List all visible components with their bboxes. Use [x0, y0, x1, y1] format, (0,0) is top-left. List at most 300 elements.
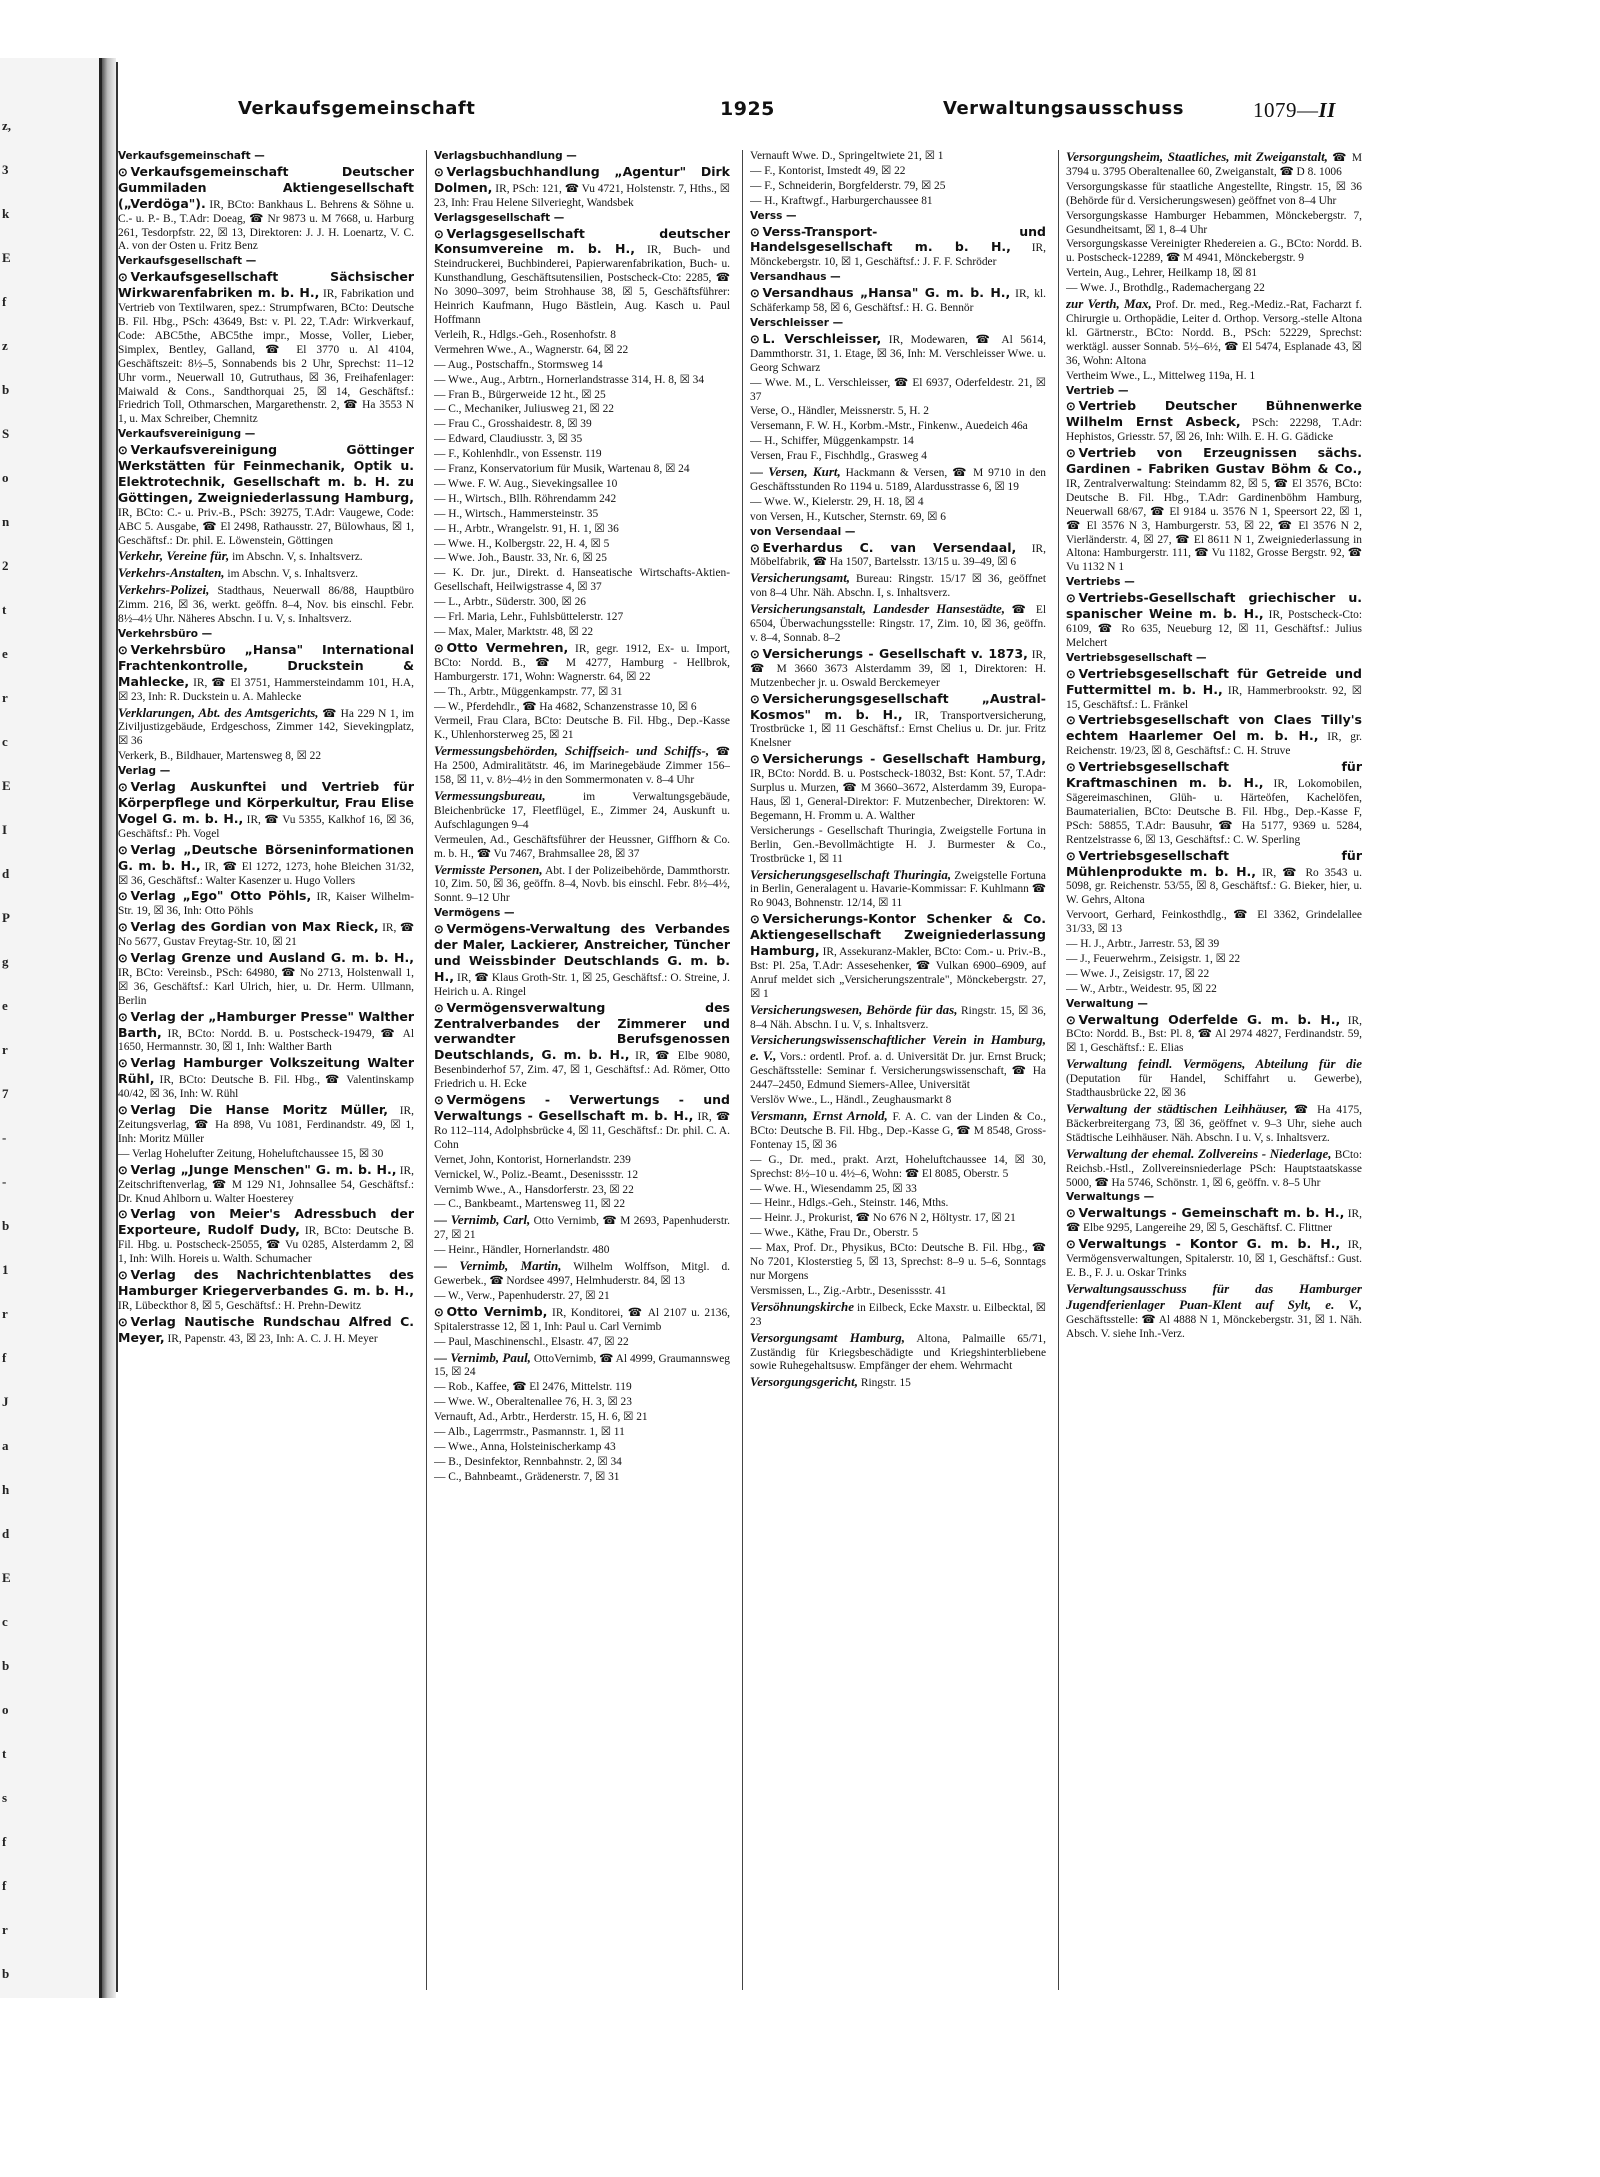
entry-details: — H., Schiffer, Müggenkampstr. 14 — [750, 435, 914, 448]
directory-entry — [750, 1183, 1046, 1197]
facing-page-edge-char: b — [2, 382, 10, 397]
entry-details: Stadthaus, Neuerwall 86/88, Hauptbüro Zimm. 216, ☒ 36, werkt. geöffn. 8–4, Nov. bis einschl. Febr. 8½–4½ Uhr. Näheres Abschn. I u. V, s. Inhaltsverz. — [118, 585, 414, 626]
facing-page-edge-char: E — [2, 1570, 11, 1585]
directory-entry — [750, 692, 1046, 752]
page-number — [1253, 98, 1336, 123]
directory-entry — [1066, 210, 1362, 238]
entry-name: Vertriebsgesellschaft für Mühlenprodukte m. b. H., — [1066, 847, 1362, 879]
entry-details: Vertein, Aug., Lehrer, Heilkamp 18, ☒ 81 — [1066, 267, 1258, 280]
entry-details: Vors.: ordentl. Prof. a. d. Universität Dr. jur. Ernst Bruck; Geschäftsstelle: Seminar f. Versicherungswissenschaft, ☎ Ha 2447–2450, Edmund Siemers-Allee, Universität — [750, 1051, 1046, 1092]
directory-entry — [434, 1471, 730, 1485]
entry-name: Versandhaus „Hansa" G. m. b. H., — [762, 285, 1011, 301]
entry-name: Verschleisser — — [750, 316, 844, 329]
directory-entry — [118, 1010, 414, 1056]
directory-entry — [434, 1213, 730, 1243]
directory-entry — [1066, 1237, 1362, 1281]
entry-details: IR, Vermögensverwaltungen, Spitalerstr. 10, ☒ 1, Geschäftsf.: Gust. E. B., F. J. u. Oskar Trinks — [1066, 1239, 1362, 1279]
entry-name: Vermögens — — [434, 907, 515, 920]
directory-entry — [750, 1154, 1046, 1182]
registered-firm-icon: ⊙ — [750, 333, 760, 346]
registered-firm-icon: ⊙ — [1066, 1014, 1076, 1027]
entry-details: IR, gegr. 1912, Ex- u. Import, BCto: Nordd. B., ☎ M 4277, Hamburg - Hellbrok, Hamburgerstr. 171, Wohn: Wagnerstr. 64, ☒ 22 — [434, 642, 730, 683]
registered-firm-icon: ⊙ — [118, 166, 128, 179]
directory-entry — [1066, 1013, 1362, 1057]
entry-name: Otto Vernimb, — [446, 1303, 548, 1319]
entry-name: Vertriebsgesellschaft — — [1066, 651, 1207, 664]
directory-entry — [1066, 713, 1362, 759]
facing-page-edge-char: c — [2, 1614, 8, 1629]
facing-page-edge-char: o — [2, 470, 9, 485]
directory-entry — [1066, 909, 1362, 937]
column-rule — [426, 150, 427, 1990]
directory-entry — [434, 1154, 730, 1168]
facing-page-edge-char: h — [2, 1482, 10, 1497]
directory-entry — [434, 686, 730, 700]
entry-name: — Vernimb, Carl, — [434, 1212, 531, 1228]
directory-entry — [750, 450, 1046, 464]
registered-firm-icon: ⊙ — [118, 1011, 128, 1024]
entry-details: — Max, Prof. Dr., Physikus, BCto: Deutsche B. Fil. Hbg., ☎ No 7201, Klosterstieg 5, ☒ 13, Sprechst: 8–9 u. 5–6, Sonntags nur Morgens — [750, 1242, 1046, 1282]
entry-name: Verlag des Gordian von Max Rieck, — [130, 919, 379, 935]
directory-entry — [118, 951, 414, 1009]
directory-column-2 — [434, 150, 730, 1990]
entry-details: — Max, Maler, Marktstr. 48, ☒ 22 — [434, 626, 594, 638]
facing-page-edge-char: e — [2, 998, 8, 1013]
entry-details: Zweigstelle Fortuna in Berlin, Generalagent u. Havarie-Kommissar: F. Kuhlmann ☎ Ro 9043, Bohnenstr. 12/14, ☒ 11 — [750, 869, 1046, 910]
directory-entry — [750, 1300, 1046, 1330]
entry-details: — Rob., Kaffee, ☎ El 2476, Mittelstr. 119 — [434, 1381, 632, 1394]
registered-firm-icon: ⊙ — [750, 648, 760, 661]
entry-name: Verlag Auskunftei und Vertrieb für Körperpflege und Körperkultur, Frau Elise Vogel G. m. b. H., — [118, 779, 414, 826]
registered-firm-icon: ⊙ — [118, 844, 128, 857]
directory-entry — [118, 443, 414, 548]
entry-details: — Wwe. J., Brothdlg., Rademachergang 22 — [1066, 282, 1265, 295]
entry-details: IR, Buch- und Steindruckerei, Buchbinderei, Papierwarenfabrikation, Buch- u. Kunsthandlung, Geschäftsutensilien, Postscheck-Cto: 2285, ☎ No 3090–3097, beim Strohhause 38, ☒ 5, Geschäftsführer: Heinrich Kaufmann, Hugo Bästlein, Aug. Kasch u. Paul Hoffmann — [434, 244, 730, 326]
directory-entry — [434, 374, 730, 388]
directory-entry — [1066, 1282, 1362, 1342]
entry-name: Vertriebsgesellschaft von Claes Tilly's echtem Haarlemer Oel m. b. H., — [1066, 712, 1362, 744]
entry-name: Everhardus C. van Versendaal, — [762, 539, 1017, 555]
entry-details: — Frl. Maria, Lehr., Fuhlsbüttelerstr. 127 — [434, 611, 624, 624]
entry-name: — Vernimb, Martin, — [434, 1258, 562, 1274]
directory-entry — [1066, 1057, 1362, 1101]
registered-firm-icon: ⊙ — [1066, 715, 1076, 728]
facing-page-edge-char: z — [2, 338, 8, 353]
entry-name: Vermessungsbureau, — [434, 787, 546, 803]
entry-name: Verlag von Meier's Adressbuch der Exporteure, Rudolf Dudy, — [118, 1206, 414, 1238]
entry-details: IR, PSch: 121, ☎ Vu 4721, Holstenstr. 7, Hths., ☒ 23, Inh: Frau Helene Silverieght, Wandsbek — [434, 182, 730, 209]
facing-page-edge-char: z, — [2, 118, 12, 133]
entry-name: Verkaufsgemeinschaft — — [118, 150, 265, 162]
entry-details: Ringstr. 15 — [858, 1377, 911, 1390]
directory-entry — [750, 868, 1046, 912]
entry-name: Versicherungsanstalt, Landesder Hansestädte, — [750, 601, 1006, 617]
entry-name: von Versendaal — — [750, 525, 856, 538]
directory-entry — [434, 1001, 730, 1092]
entry-details: — Verlag Hohelufter Zeitung, Hoheluftchaussee 15, ☒ 30 — [118, 1147, 384, 1160]
running-head — [158, 98, 1428, 138]
running-head-last-entry: Verwaltungsausschuss — [943, 98, 1184, 119]
entry-details: — Wwe. M., L. Verschleisser, ☎ El 6937, Oderfeldestr. 21, ☒ 37 — [750, 376, 1046, 403]
entry-name: Verkaufsgemeinschaft Deutscher Gummiladen Aktiengesellschaft („Verdöga"). — [118, 163, 414, 211]
section-heading — [434, 907, 730, 921]
directory-entry — [118, 643, 414, 705]
entry-name: Verlag Nautische Rundschau Alfred C. Meyer, — [118, 1313, 414, 1345]
registered-firm-icon: ⊙ — [434, 1095, 444, 1108]
directory-column-4 — [1066, 150, 1362, 1990]
entry-name: Vertrieb Deutscher Bühnenwerke Wilhelm Ernst Asbeck, — [1066, 398, 1362, 430]
entry-details: ☎ El 6504, Überwachungsstelle: Ringstr. 17, Zim. 10, ☒ 36, geöffn. v. 8–4, Sonnab. 8–2 — [750, 604, 1046, 644]
entry-name: Versorgungsgericht, — [750, 1374, 858, 1390]
facing-page-edge-char: P — [2, 910, 10, 925]
entry-details: IR, BCto: Nordd. B., Bst: Pl. 8, ☎ Al 2974 4827, Ferdinandstr. 59, ☒ 1, Geschäftsf.: E. Elias — [1066, 1014, 1362, 1055]
directory-entry — [750, 541, 1046, 571]
entry-name: Versicherungs - Gesellschaft v. 1873, — [762, 645, 1028, 661]
directory-entry — [1066, 446, 1362, 575]
directory-entry — [434, 165, 730, 211]
entry-details: — F., Kohlenhdlr., von Essenstr. 119 — [434, 448, 602, 461]
section-heading — [750, 271, 1046, 285]
directory-entry — [118, 889, 414, 919]
entry-details: Abt. I der Polizeibehörde, Dammthorstr. 10, Zim. 50, ☒ 36, geöffn. 8–4, Novb. bis einschl. Febr. 8½–4½, Sonnt. 9–12 Uhr — [434, 864, 730, 905]
directory-entry — [750, 165, 1046, 179]
entry-name: Verkehrs-Polizei, — [118, 582, 210, 598]
registered-firm-icon: ⊙ — [434, 228, 444, 241]
entry-details: IR, ☎ M 3660 3673 Alsterdamm 39, ☒ 1, Direktoren: H. Mutzenbecher jr. u. Oswald Berckemeyer — [750, 648, 1046, 689]
entry-details: — Paul, Maschinenschl., Elsastr. 47, ☒ 22 — [434, 1335, 629, 1348]
entry-name: Verss-Transport- und Handelsgesellschaft m. b. H., — [750, 223, 1046, 255]
facing-page-edge-char: E — [2, 778, 11, 793]
entry-details: Vertheim Wwe., L., Mittelweg 119a, H. 1 — [1066, 369, 1256, 382]
directory-entry — [434, 1381, 730, 1395]
entry-name: Verlag Grenze und Ausland G. m. b. H., — [130, 950, 414, 966]
entry-name: Verlag „Ego" Otto Pöhls, — [130, 888, 312, 904]
registered-firm-icon: ⊙ — [1066, 668, 1076, 681]
facing-page-edge-char: f — [2, 294, 7, 309]
directory-entry — [434, 1351, 730, 1381]
directory-entry — [434, 463, 730, 477]
entry-details: ☎ Ha 2500, Admiralitätstr. 46, im Marinegebäude Zimmer 156–158, ☒ 11, v. 8½–4½ in den Sommermonaten v. 8–4 Uhr — [434, 746, 730, 787]
entry-details: OttoVernimb, ☎ Al 4999, Graumannsweg 15, ☒ 24 — [434, 1352, 730, 1379]
entry-details: — H. J., Arbtr., Jarrestr. 53, ☒ 39 — [1066, 938, 1220, 951]
facing-page-edge-char: c — [2, 734, 8, 749]
entry-details: IR, Assekuranz-Makler, BCto: Com.- u. Priv.-B., Bst: Pl. 25a, T.Adr: Assesehenker, ☎ Vulkan 6900–6909, auf Anruf meldet sich „Versicherungszentrale", Mönckebergstr. 27, ☒ 1 — [750, 946, 1046, 1000]
registered-firm-icon: ⊙ — [434, 924, 444, 937]
registered-firm-icon: ⊙ — [118, 445, 128, 458]
directory-entry — [1066, 591, 1362, 651]
entry-details: IR, ☎ Vu 5355, Kalkhof 16, ☒ 36, Geschäftsf.: Ph. Vogel — [118, 813, 414, 840]
entry-details: IR, ☎ Klaus Groth-Str. 1, ☒ 25, Geschäftsf.: O. Streine, J. Heirich u. A. Ringel — [434, 971, 730, 998]
entry-details: — F., Kontorist, Imstedt 49, ☒ 22 — [750, 164, 906, 177]
directory-entry — [750, 465, 1046, 495]
page-number-suffix: II — [1318, 98, 1336, 122]
entry-details: IR, Transportversicherung, Trostbrücke 1, ☒ 11 Geschäftsf.: Ernst Chelius u. Dr. jur. Fritz Knelsner — [750, 709, 1046, 750]
entry-details: — K. Dr. jur., Direkt. d. Hanseatische Wirtschafts-Aktien-Gesellschaft, Heilwigstrasse 4, ☒ 37 — [434, 567, 730, 594]
entry-details: IR, BCto: Deutsche B. Fil. Hbg. u. Postscheck-25055, ☎ Vu 0285, Alsterdamm 2, ☒ 1, Inh: Wilh. Horeis u. Walth. Schumacher — [118, 1225, 414, 1266]
entry-details: — H., Wirtsch., Bllh. Röhrendamm 242 — [434, 492, 617, 505]
entry-name: Vertrieb — — [1066, 384, 1129, 397]
registered-firm-icon: ⊙ — [118, 644, 128, 657]
registered-firm-icon: ⊙ — [1066, 762, 1076, 775]
entry-details: (Deputation für Handel, Schiffahrt u. Gewerbe), Stadthausbrücke 22, ☒ 36 — [1066, 1073, 1362, 1100]
entry-details: — Edward, Claudiusstr. 3, ☒ 35 — [434, 433, 583, 446]
entry-details: — H., Kraftwgf., Harburgerchaussee 81 — [750, 194, 933, 207]
section-heading — [1066, 652, 1362, 666]
entry-details: im Verwaltungsgebäude, Bleichenbrücke 17, Fleetflügel, E., Zimmer 24, Auskunft u. Aufschlagungen 9–4 — [434, 790, 730, 831]
entry-details: Bureau: Ringstr. 15/17 ☒ 36, geöffnet von 8–4 Uhr. Näh. Abschn. I, s. Inhaltsverz. — [750, 573, 1046, 600]
facing-page-edge-char: t — [2, 602, 7, 617]
facing-page-edge-char: 3 — [2, 162, 9, 177]
directory-entry — [1066, 181, 1362, 209]
entry-details: — Aug., Postschaffn., Stormsweg 14 — [434, 358, 603, 371]
section-heading — [750, 210, 1046, 224]
facing-page-edge-char: g — [2, 954, 9, 969]
directory-entry — [1066, 150, 1362, 180]
entry-details: IR, gr. Reichenstr. 19/23, ☒ 8, Geschäftsf.: C. H. Struve — [1066, 731, 1362, 758]
directory-entry — [750, 1375, 1046, 1391]
directory-entry — [1066, 399, 1362, 445]
entry-name: Verlagsgesellschaft — — [434, 211, 565, 224]
directory-entry — [434, 508, 730, 522]
directory-entry — [1066, 267, 1362, 281]
entry-name: Verkaufsgesellschaft — — [118, 255, 257, 268]
entry-details: IR, ☎ No 5677, Gustav Freytag-Str. 10, ☒ 21 — [118, 922, 414, 949]
entry-name: Verklarungen, Abt. des Amtsgerichts, — [118, 704, 319, 720]
entry-details: Verkerk, B., Bildhauer, Martensweg 8, ☒ 22 — [118, 750, 322, 763]
directory-entry — [750, 571, 1046, 601]
registered-firm-icon: ⊙ — [434, 1002, 444, 1015]
facing-page-edge-char: d — [2, 866, 10, 881]
entry-details: Vernet, John, Kontorist, Hornerlandstr. 239 — [434, 1153, 631, 1166]
directory-entry — [750, 286, 1046, 316]
directory-entry — [750, 1331, 1046, 1375]
directory-entry — [118, 549, 414, 565]
directory-entry — [434, 538, 730, 552]
entry-details: von Versen, H., Kutscher, Sternstr. 69, ☒ 6 — [750, 510, 946, 523]
entry-details: — Th., Arbtr., Müggenkampstr. 77, ☒ 31 — [434, 685, 623, 698]
entry-name: Verwaltung Oderfelde G. m. b. H., — [1078, 1011, 1341, 1027]
entry-details: IR, Konditorei, ☎ Al 2107 u. 2136, Spitalerstrasse 12, ☒ 1, Inh: Paul u. Carl Vernimb — [434, 1306, 730, 1333]
directory-entry — [434, 418, 730, 432]
facing-page-edge-char: r — [2, 1306, 8, 1321]
entry-details: im Abschn. V, s. Inhaltsverz. — [224, 568, 358, 581]
directory-entry — [434, 359, 730, 373]
entry-details: — Alb., Lagerrmstr., Pasmannstr. 1, ☒ 11 — [434, 1426, 625, 1439]
facing-page-edge-char: E — [2, 250, 11, 265]
directory-entry — [118, 750, 414, 764]
directory-page — [116, 62, 1446, 1992]
entry-details: IR, Hammerbrookstr. 92, ☒ 15, Geschäftsf.: L. Fränkel — [1066, 684, 1362, 711]
registered-firm-icon: ⊙ — [434, 1306, 444, 1319]
facing-page-edge-char: f — [2, 1350, 7, 1365]
entry-details: Vernauft, Ad., Arbtr., Herderstr. 15, H. 6, ☒ 21 — [434, 1411, 648, 1424]
entry-details: — Wwe., Aug., Arbtrn., Hornerlandstrasse 314, H. 8, ☒ 34 — [434, 373, 705, 386]
entry-details: Vermehren Wwe., A., Wagnerstr. 64, ☒ 22 — [434, 343, 629, 356]
entry-details: Vermeil, Frau Clara, BCto: Deutsche B. Fil. Hbg., Dep.-Kasse K., Uhlenhorsterweg 25, ☒ 21 — [434, 715, 730, 742]
facing-page-edge-char: - — [2, 1174, 7, 1189]
section-heading — [434, 150, 730, 164]
facing-page-edge-char: r — [2, 1042, 8, 1057]
directory-entry — [750, 1285, 1046, 1299]
entry-name: — Versen, Kurt, — [750, 464, 841, 480]
directory-entry — [434, 1411, 730, 1425]
facing-page-edge-char: 1 — [2, 1262, 9, 1277]
section-heading — [118, 428, 414, 442]
section-heading — [118, 255, 414, 269]
entry-details: ☎ M 3794 u. 3795 Oberaltenallee 60, Zweiganstalt, ☎ D 8. 1006 — [1066, 152, 1362, 178]
entry-details: IR, ☎ Elbe 9080, Besenbinderhof 57, Zim. 47, ☒ 1, Geschäftsf.: Ad. Römer, Otto Friedrich u. H. Ecke — [434, 1050, 730, 1091]
entry-details: — Heinr., Händler, Hornerlandstr. 480 — [434, 1244, 610, 1257]
registered-firm-icon: ⊙ — [118, 891, 128, 904]
entry-name: Verwaltung feindl. Vermögens, Abteilung für die — [1066, 1056, 1362, 1072]
facing-page-edge-char: b — [2, 1218, 10, 1233]
facing-page-edge-char: - — [2, 1130, 7, 1145]
directory-entry — [750, 602, 1046, 646]
entry-details: — C., Mechaniker, Juliusweg 21, ☒ 22 — [434, 403, 614, 416]
registered-firm-icon: ⊙ — [1066, 593, 1076, 606]
directory-entry — [118, 706, 414, 750]
entry-details: Verse, O., Händler, Meissnerstr. 5, H. 2 — [750, 405, 929, 418]
entry-name: Vertriebs-Gesellschaft griechischer u. spanischer Weine m. b. H., — [1066, 590, 1362, 622]
directory-entry — [750, 1094, 1046, 1108]
directory-entry — [1066, 938, 1362, 952]
entry-details: Verleih, R., Hdlgs.-Geh., Rosenhofstr. 8 — [434, 328, 616, 341]
running-head-year: 1925 — [720, 98, 775, 120]
registered-firm-icon: ⊙ — [1066, 1208, 1076, 1221]
directory-entry — [1066, 667, 1362, 713]
entry-details: IR, Zentralverwaltung: Steindamm 82, ☒ 5, ☎ El 3576, BCto: Deutsche B. Fil. Hbg., T.Adr: Gardinenböhm Hamburg, Neuerwall 68/67, ☎ El 9184 u. 3576 N 1, Speersort 22, ☒ 1, ☎ El 3576 N 3, Hamburgerstr. 53, ☒ 22, ☎ El 3576 N 2, Vierländerstr. 4, ☒ 27, ☎ El 8611 N 1, Zweigniederlassung in Altona: Hamburgerstr. 111, ☎ Vu 1182, Grosse Bergstr. 92, ☎ Vu 1132 N 1 — [1066, 477, 1362, 574]
directory-entry — [434, 344, 730, 358]
entry-details: IR, Zeitungsverlag, ☎ Ha 898, Vu 1081, Ferdinandstr. 49, ☒ 1, Inh: Moritz Müller — [118, 1105, 414, 1145]
directory-entry — [750, 752, 1046, 824]
entry-details: — C., Bahnbeamt., Grädenerstr. 7, ☒ 31 — [434, 1470, 620, 1483]
directory-entry — [434, 478, 730, 492]
entry-name: Verwaltungs - Gemeinschaft m. b. H., — [1078, 1205, 1345, 1221]
entry-name: Verwaltung der städtischen Leihhäuser, — [1066, 1101, 1288, 1116]
entry-name: Vertrieb von Erzeugnissen sächs. Gardinen - Fabriken Gustav Böhm & Co., — [1066, 445, 1362, 477]
directory-entry — [1066, 297, 1362, 369]
entry-details: IR, Kaiser Wilhelm-Str. 19, ☒ 36, Inh: Otto Pöhls — [118, 891, 414, 918]
entry-details: Vernimb Wwe., A., Hansdorferstr. 23, ☒ 22 — [434, 1183, 634, 1196]
directory-entry — [434, 834, 730, 862]
entry-details: Vernauft Wwe. D., Springeltwiete 21, ☒ 1 — [750, 150, 944, 162]
entry-name: Versicherungs-Kontor Schenker & Co. Aktiengesellschaft Zweigniederlassung Hamburg, — [750, 911, 1046, 959]
directory-entry — [750, 647, 1046, 691]
directory-entry — [434, 596, 730, 610]
registered-firm-icon: ⊙ — [434, 166, 444, 179]
entry-name: Verlag Die Hanse Moritz Müller, — [130, 1102, 388, 1118]
facing-page-edge-char: e — [2, 646, 8, 661]
entry-details: — F., Schneiderin, Borgfelderstr. 79, ☒ 25 — [750, 179, 946, 192]
facing-page-edge-char: f — [2, 1878, 7, 1893]
directory-entry — [750, 1033, 1046, 1093]
entry-name: Verlag des Nachrichtenblattes des Hamburger Kriegerverbandes G. m. b. H., — [118, 1267, 414, 1298]
directory-entry — [750, 511, 1046, 525]
directory-entry — [750, 825, 1046, 867]
entry-details: IR, ☎ El 1272, 1273, hohe Bleichen 31/32, ☒ 36, Geschäftsf.: Walter Kasenzer u. Hugo Vollers — [118, 860, 414, 887]
entry-name: Versicherungswissenschaftlicher Verein in Hamburg, e. V., — [750, 1032, 1046, 1064]
entry-name: Verlag — — [118, 765, 171, 778]
entry-name: Verkaufsvereinigung Göttinger Werkstätten für Feinmechanik, Optik u. Elektrotechnik, Gesellschaft m. b. H. zu Göttingen, Zweigniederlassung Hamburg, — [118, 442, 414, 505]
directory-entry — [118, 165, 414, 254]
entry-name: Otto Vermehren, — [446, 639, 569, 655]
facing-page-edge-char: t — [2, 1746, 7, 1761]
directory-entry — [434, 1426, 730, 1440]
entry-details: PSch: 22298, T.Adr: Hephistos, Griesstr. 57, ☒ 26, Inh: Wilh. E. H. G. Gädicke — [1066, 417, 1362, 444]
directory-entry — [434, 1093, 730, 1153]
entry-name: Vermögens-Verwaltung des Verbandes der Maler, Lackierer, Anstreicher, Tüncher und Weissbinder Deutschlands G. m. b. H., — [434, 921, 730, 984]
registered-firm-icon: ⊙ — [750, 693, 760, 706]
entry-details: IR, BCto: Bankhaus L. Behrens & Söhne u. C.- u. P.- B., T.Adr: Doeag, ☎ Nr 9873 u. M 7668, u. Harburg 261, Tesdorpfstr. 22, ☒ 13, Direktoren: J. J. H. Loenartz, V. C. A. von der Osten u. Fritz Benz — [118, 198, 414, 253]
facing-page-edge-char: r — [2, 690, 8, 705]
entry-name: Vertriebs — — [1066, 576, 1135, 589]
directory-entry — [434, 1244, 730, 1258]
entry-name: Verkaufsgesellschaft Sächsischer Wirkwarenfabriken m. b. H., — [118, 269, 414, 301]
directory-entry — [434, 1169, 730, 1183]
entry-name: Vertriebsgesellschaft für Kraftmaschinen m. b. H., — [1066, 759, 1362, 791]
entry-details: IR, BCto: C.- u. Priv.-B., PSch: 39275, T.Adr: Vaugewe, Code: ABC 5. Ausgabe, ☎ El 2498, Rathausstr. 27, Bülowhaus, ☒ 1, Geschäftsf.: Dr. phil. E. Löwenstein, Göttingen — [118, 506, 414, 547]
directory-entry — [1066, 282, 1362, 296]
directory-entry — [750, 912, 1046, 1001]
directory-entry — [434, 1259, 730, 1289]
directory-entry — [434, 1184, 730, 1198]
directory-entry — [434, 744, 730, 788]
directory-entry — [118, 780, 414, 842]
directory-entry — [118, 1148, 414, 1162]
entry-name: Versmann, Ernst Arnold, — [750, 1108, 888, 1123]
entry-details: — Fran B., Bürgerweide 12 ht., ☒ 25 — [434, 388, 606, 401]
registered-firm-icon: ⊙ — [750, 288, 760, 301]
registered-firm-icon: ⊙ — [118, 1209, 128, 1222]
directory-entry — [1066, 1102, 1362, 1146]
entry-details: IR, ☎ El 3751, Hammersteindamm 101, H.A, ☒ 23, Inh: R. Duckstein u. A. Mahlecke — [118, 676, 414, 703]
entry-details: — J., Feuerwehrm., Zeisigstr. 1, ☒ 22 — [1066, 952, 1241, 965]
registered-firm-icon: ⊙ — [1066, 448, 1076, 461]
registered-firm-icon: ⊙ — [118, 1105, 128, 1118]
entry-name: Verlagsbuchhandlung „Agentur" Dirk Dolmen, — [434, 163, 730, 195]
registered-firm-icon: ⊙ — [118, 1316, 128, 1329]
directory-entry — [434, 567, 730, 595]
entry-details: Vermeulen, Ad., Geschäftsführer der Heussner, Giffhorn & Co. m. b. H., ☎ Vu 7467, Brahmsallee 28, ☒ 37 — [434, 833, 730, 860]
entry-name: Verlag „Junge Menschen" G. m. b. H., — [130, 1161, 397, 1177]
directory-entry — [434, 403, 730, 417]
facing-page-edge-char: s — [2, 1790, 8, 1805]
entry-name: Verkehrsbüro „Hansa" International Frachtenkontrolle, Druckstein & Mahlecke, — [118, 641, 414, 689]
entry-details: — Wwe. W., Oberaltenallee 76, H. 3, ☒ 23 — [434, 1396, 632, 1409]
registered-firm-icon: ⊙ — [118, 272, 128, 285]
section-heading — [118, 765, 414, 779]
entry-details: IR, Lübeckthor 8, ☒ 5, Geschäftsf.: H. Prehn-Dewitz — [118, 1299, 362, 1312]
directory-entry — [434, 789, 730, 833]
directory-entry — [118, 1163, 414, 1207]
directory-entry — [1066, 983, 1362, 997]
directory-entry — [434, 715, 730, 743]
entry-details: ☎ Ha 4175, Bäckerbreitergang 73, ☒ 36, geöffnet v. 9–3 Uhr, siehe auch Städtische Leihhäuser. Näh. Abschn. I u. V, s. Inhaltsverz. — [1066, 1104, 1362, 1144]
entry-name: Verlag der „Hamburger Presse" Walther Barth, — [118, 1008, 414, 1040]
directory-entry — [750, 1109, 1046, 1153]
facing-page-edge-char: n — [2, 514, 10, 529]
entry-details: IR, BCto: Nordd. B. u. Postscheck-19479, ☎ Al 1650, Hermannstr. 30, ☒ 1, Inh: Walther Barth — [118, 1027, 414, 1054]
entry-name: Verwaltung — — [1066, 997, 1148, 1010]
facing-page-edge-char: J — [2, 1394, 9, 1409]
page-number-main: 1079— — [1253, 98, 1319, 122]
entry-details: Geschäftsstelle: ☎ Al 4888 N 1, Mönckebergstr. 31, ☒ 1. Näh. Absch. V. siehe Inh.-Verz. — [1066, 1313, 1362, 1340]
directory-entry — [750, 1212, 1046, 1226]
directory-entry — [434, 433, 730, 447]
entry-details: — Wwe. J., Zeisigstr. 17, ☒ 22 — [1066, 967, 1210, 980]
entry-details: — W., Pferdehdlr., ☎ Ha 4682, Schanzenstrasse 10, ☒ 6 — [434, 700, 697, 713]
section-heading — [118, 150, 414, 164]
